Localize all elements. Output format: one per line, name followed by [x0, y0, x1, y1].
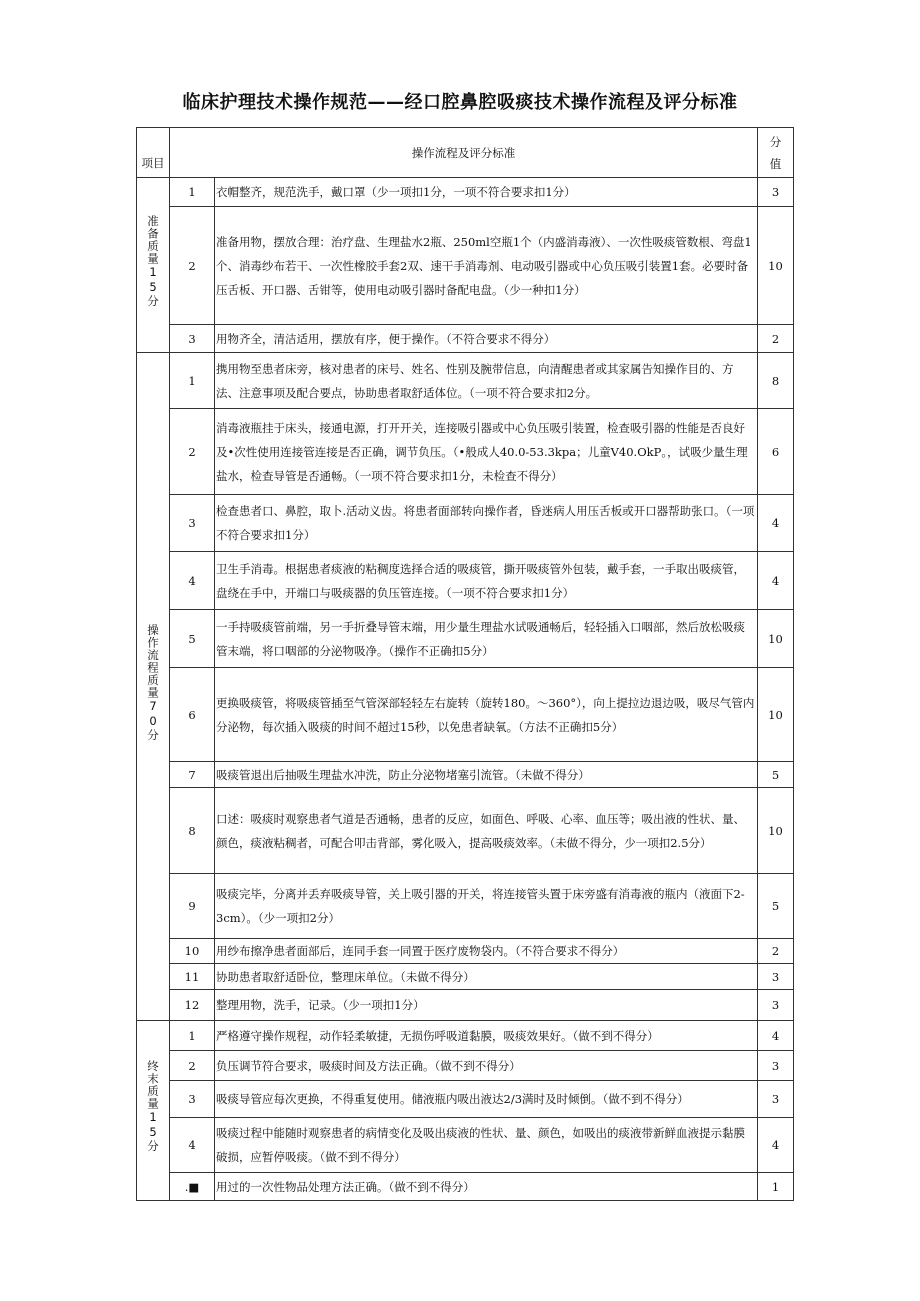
page-title: 临床护理技术操作规范——经口腔鼻腔吸痰技术操作流程及评分标准 [182, 92, 738, 113]
section-label-text: 终末质量15分 [146, 1060, 160, 1153]
row-criteria: 用物齐全，清洁适用，摆放有序，便于操作。（不符合要求不得分） [215, 325, 758, 353]
row-score: 4 [758, 552, 794, 610]
row-score: 3 [758, 178, 794, 207]
row-criteria: 一手持吸痰管前端，另一手折叠导管末端，用少量生理盐水试吸通畅后，轻轻插入口咽部，然后放松吸痰管末端，将口咽部的分泌物吸净。（操作不正确扣5分） [215, 610, 758, 668]
row-score: 8 [758, 353, 794, 409]
row-score: 10 [758, 668, 794, 762]
row-number: 2 [170, 1051, 215, 1081]
table-row [137, 990, 794, 1021]
row-criteria: 检查患者口、鼻腔，取卜.活动义齿。将患者面部转向操作者，昏迷病人用压舌板或开口器帮助张口。（一项不符合要求扣1分） [215, 495, 758, 552]
row-criteria: 负压调节符合要求，吸痰时间及方法正确。（做不到不得分） [215, 1051, 758, 1081]
section-label [137, 353, 170, 1021]
row-number: 3 [170, 1081, 215, 1118]
table-row [137, 325, 794, 353]
row-score: 10 [758, 207, 794, 325]
table-row [137, 762, 794, 788]
row-number: 12 [170, 990, 215, 1021]
row-number: 1 [170, 1021, 215, 1051]
row-score: 4 [758, 1021, 794, 1051]
section-label [137, 1021, 170, 1201]
table-row [137, 178, 794, 207]
scoring-table [136, 127, 794, 1201]
row-criteria: 消毒液瓶挂于床头，接通电源，打开开关，连接吸引器或中心负压吸引装置，检查吸引器的性能是否良好及•次性使用连接管连接是否正确，调节负压。（•般成人40.0-53.3kpa；儿童V40.OkP。，试吸少量生理盐水，检查导管是否通畅。（一项不符合要求扣1分，未检查不得分） [215, 409, 758, 495]
row-number: 4 [170, 1118, 215, 1173]
row-number: 9 [170, 874, 215, 939]
row-score: 5 [758, 874, 794, 939]
row-criteria: 更换吸痰管，将吸痰管插至气管深部轻轻左右旋转（旋转180。～360°），向上提拉边退边吸，吸尽气管内分泌物，每次插入吸痰的时间不超过15秒，以免患者缺氧。（方法不正确扣5分） [215, 668, 758, 762]
row-score: 3 [758, 1051, 794, 1081]
row-number: 1 [170, 178, 215, 207]
row-number: 4 [170, 552, 215, 610]
row-criteria: 协助患者取舒适卧位，整理床单位。（未做不得分） [215, 964, 758, 990]
row-criteria: 衣帽整齐，规范洗手，戴口罩（少一项扣1分，一项不符合要求扣1分） [215, 178, 758, 207]
header-score [758, 128, 794, 178]
row-number: 3 [170, 495, 215, 552]
table-row [137, 874, 794, 939]
row-score: 6 [758, 409, 794, 495]
table-row [137, 353, 794, 409]
row-criteria: 吸痰过程中能随时观察患者的病情变化及吸出痰液的性状、量、颜色，如吸出的痰液带新鲜血液提示黏膜破损，应暂停吸痰。（做不到不得分） [215, 1118, 758, 1173]
table-row [137, 409, 794, 495]
row-number: 10 [170, 939, 215, 964]
table-row [137, 939, 794, 964]
table-row [137, 1173, 794, 1201]
header-score-line2: 值 [769, 156, 782, 171]
row-score: 1 [758, 1173, 794, 1201]
table-row [137, 1081, 794, 1118]
table-row [137, 1118, 794, 1173]
row-criteria: 用过的一次性物品处理方法正确。（做不到不得分） [215, 1173, 758, 1201]
row-number: 5 [170, 610, 215, 668]
table-row [137, 788, 794, 874]
section-label-text: 操作流程质量70分 [146, 623, 160, 742]
table-row [137, 610, 794, 668]
row-number: 3 [170, 325, 215, 353]
row-criteria: 吸痰管退出后抽吸生理盐水冲洗，防止分泌物堵塞引流管。（未做不得分） [215, 762, 758, 788]
row-score: 2 [758, 325, 794, 353]
row-score: 3 [758, 1081, 794, 1118]
section-label-text: 准备质量15分 [146, 214, 160, 308]
row-number: 1 [170, 353, 215, 409]
section-label [137, 178, 170, 353]
row-score: 10 [758, 610, 794, 668]
row-score: 3 [758, 964, 794, 990]
row-criteria: 准备用物，摆放合理：治疗盘、生理盐水2瓶、250ml空瓶1个（内盛消毒液）、一次性吸痰管数根、弯盘1个、消毒纱布若干、一次性橡胶手套2双、速干手消毒剂、电动吸引器或中心负压吸引装置1套。必要时备压舌板、开口器、舌钳等，使用电动吸引器时备配电盘。（少一种扣1分） [215, 207, 758, 325]
row-criteria: 严格遵守操作规程，动作轻柔敏捷，无损伤呼吸道黏膜，吸痰效果好。（做不到不得分） [215, 1021, 758, 1051]
row-number: 7 [170, 762, 215, 788]
row-criteria: 吸痰导管应每次更换，不得重复使用。储液瓶内吸出液达2/3满时及时倾倒。（做不到不得分） [215, 1081, 758, 1118]
table-row [137, 964, 794, 990]
table-row [137, 495, 794, 552]
row-criteria: 整理用物，洗手，记录。（少一项扣1分） [215, 990, 758, 1021]
row-score: 5 [758, 762, 794, 788]
table-row [137, 668, 794, 762]
row-score: 4 [758, 1118, 794, 1173]
row-number: 6 [170, 668, 215, 762]
row-score: 2 [758, 939, 794, 964]
table-row [137, 1021, 794, 1051]
table-row [137, 552, 794, 610]
table-row [137, 1051, 794, 1081]
header-row [137, 128, 794, 178]
row-number: .■ [170, 1173, 215, 1201]
row-score: 10 [758, 788, 794, 874]
header-item: 项目 [137, 128, 170, 178]
row-criteria: 携用物至患者床旁，核对患者的床号、姓名、性别及腕带信息，向清醒患者或其家属告知操作目的、方法、注意事项及配合要点，协助患者取舒适体位。（一项不符合要求扣2分。 [215, 353, 758, 409]
row-criteria: 用纱布擦净患者面部后，连同手套一同置于医疗废物袋内。（不符合要求不得分） [215, 939, 758, 964]
row-number: 11 [170, 964, 215, 990]
row-number: 2 [170, 207, 215, 325]
row-number: 2 [170, 409, 215, 495]
header-score-line1: 分 [769, 134, 782, 149]
row-criteria: 卫生手消毒。根据患者痰液的粘稠度选择合适的吸痰管，撕开吸痰管外包装，戴手套，一手取出吸痰管，盘绕在手中，开端口与吸痰器的负压管连接。（一项不符合要求扣1分） [215, 552, 758, 610]
table-row [137, 207, 794, 325]
row-number: 8 [170, 788, 215, 874]
row-criteria: 吸痰完毕，分离并丢弃吸痰导管，关上吸引器的开关，将连接管头置于床旁盛有消毒液的瓶内（液面下2-3cm）。（少一项扣2分） [215, 874, 758, 939]
row-score: 3 [758, 990, 794, 1021]
row-score: 4 [758, 495, 794, 552]
header-criteria: 操作流程及评分标准 [170, 128, 758, 178]
row-criteria: 口述：吸痰时观察患者气道是否通畅，患者的反应，如面色、呼吸、心率、血压等；吸出液的性状、量、颜色，痰液粘稠者，可配合叩击背部，雾化吸入，提高吸痰效率。（未做不得分，少一项扣2.5分） [215, 788, 758, 874]
